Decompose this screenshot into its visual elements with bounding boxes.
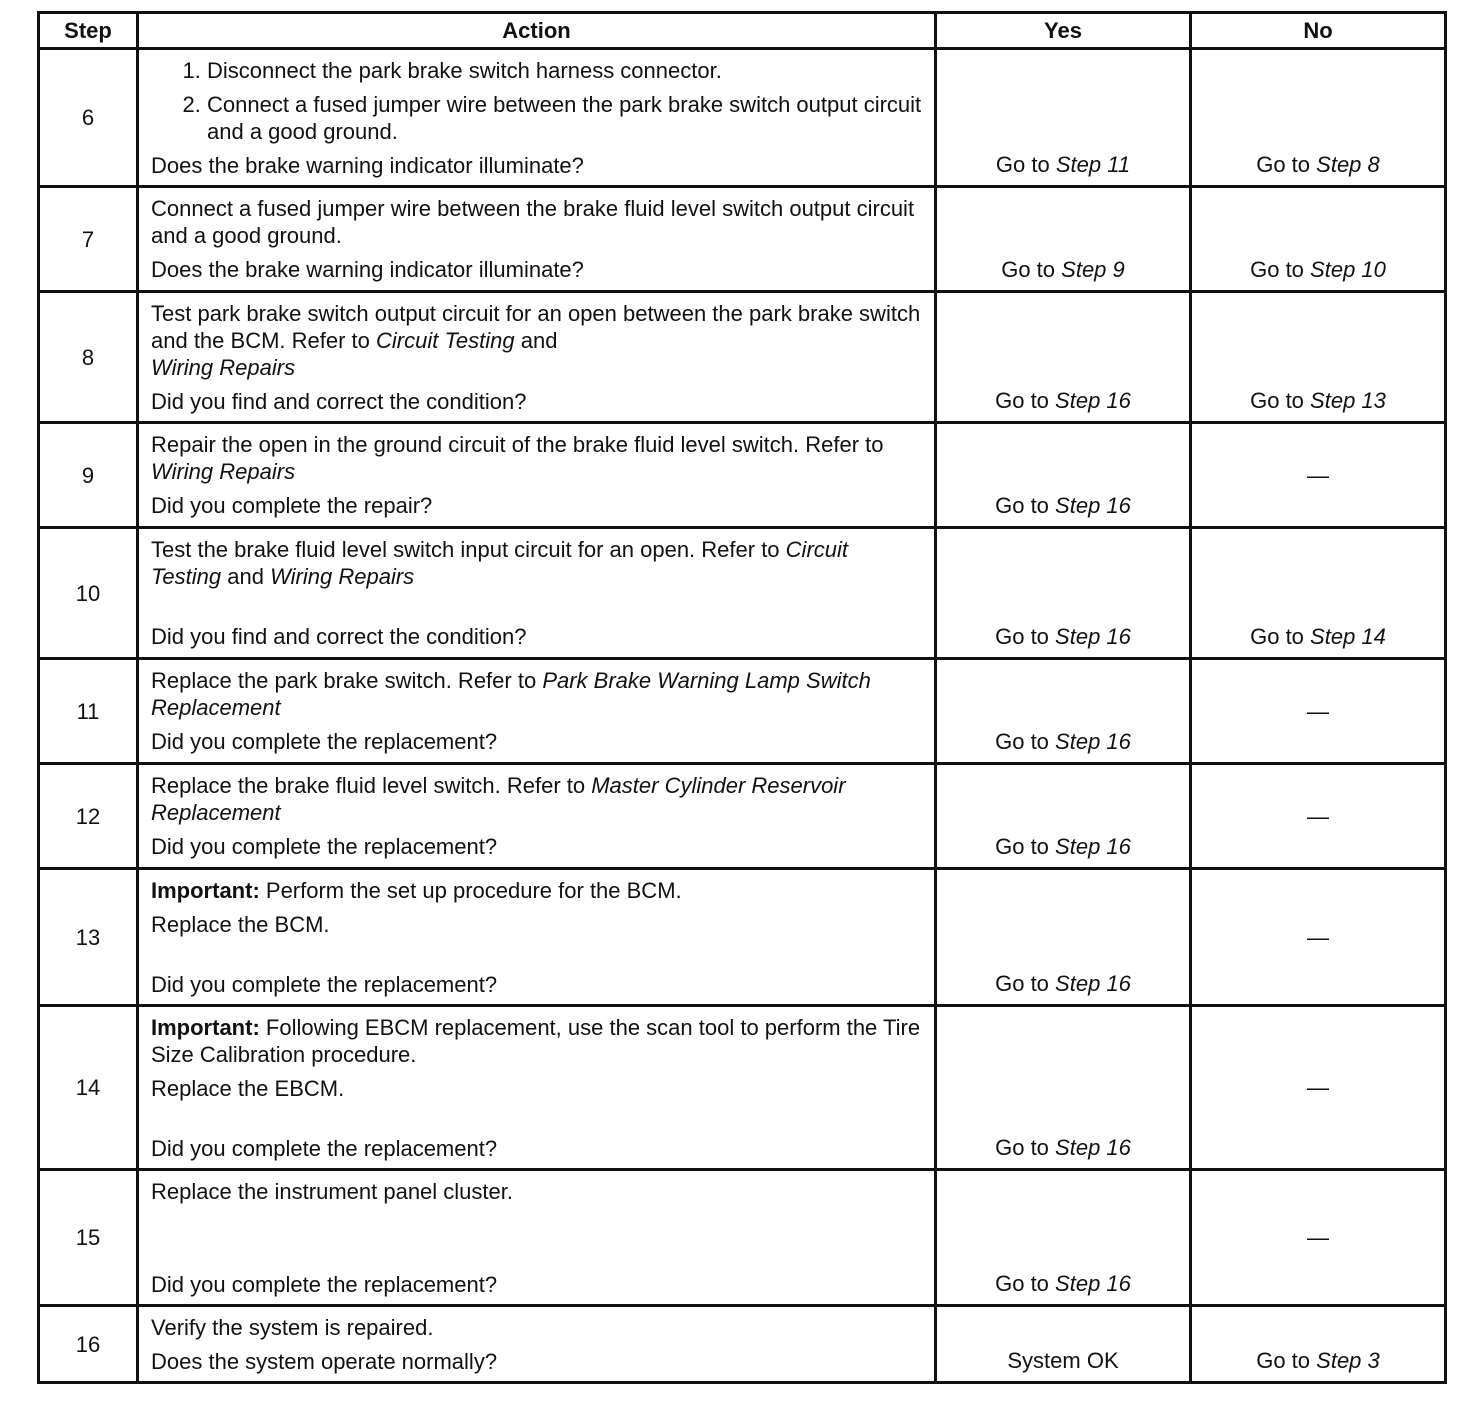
step-number: 12 xyxy=(39,764,138,869)
action-cell xyxy=(138,292,936,423)
step-number: 8 xyxy=(39,292,138,423)
go-to-label: Go to xyxy=(995,1271,1049,1296)
no-step-link: Step 8 xyxy=(1316,152,1380,177)
action-text xyxy=(151,667,924,721)
no-cell xyxy=(1191,49,1446,187)
yes-cell xyxy=(936,1006,1191,1170)
action-text: Replace the instrument panel cluster. xyxy=(151,1179,513,1204)
action-question: Did you complete the replacement? xyxy=(151,729,498,754)
go-to-label: Go to xyxy=(995,1135,1049,1160)
no-cell xyxy=(1191,187,1446,292)
dash-placeholder: — xyxy=(1307,1075,1329,1100)
go-to-label: Go to xyxy=(1250,624,1304,649)
header-yes: Yes xyxy=(936,13,1191,49)
no-cell xyxy=(1191,1006,1446,1170)
action-cell xyxy=(138,1006,936,1170)
go-to-label: Go to xyxy=(1256,152,1311,177)
action-text xyxy=(151,300,924,381)
go-to-label: Go to xyxy=(995,152,1050,177)
no-cell xyxy=(1191,528,1446,659)
spacer xyxy=(151,1102,924,1128)
go-to-label: Go to xyxy=(995,493,1049,518)
table-row xyxy=(39,423,1446,528)
go-to-label: Go to xyxy=(1250,257,1304,282)
no-cell xyxy=(1191,659,1446,764)
important-note xyxy=(151,877,924,904)
action-cell xyxy=(138,49,936,187)
action-question: Did you find and correct the condition? xyxy=(151,624,527,649)
action-cell xyxy=(138,423,936,528)
table-row xyxy=(39,1306,1446,1383)
step-number: 16 xyxy=(39,1306,138,1383)
yes-step-link: Step 16 xyxy=(1055,493,1131,518)
no-step-link: Step 13 xyxy=(1310,388,1386,413)
step-number: 13 xyxy=(39,869,138,1006)
go-to-label: Go to xyxy=(1256,1348,1311,1373)
yes-step-link: Step 16 xyxy=(1055,1271,1131,1296)
spacer xyxy=(151,938,924,964)
diagnostic-table-document xyxy=(37,11,1444,1384)
yes-cell xyxy=(936,764,1191,869)
yes-cell xyxy=(936,528,1191,659)
action-list xyxy=(151,57,924,145)
action-cell xyxy=(138,869,936,1006)
important-label: Important: xyxy=(151,1015,260,1040)
action-text: Verify the system is repaired. xyxy=(151,1315,434,1340)
yes-step-link: Step 16 xyxy=(1055,1135,1131,1160)
spacer xyxy=(151,590,924,616)
dash-placeholder: — xyxy=(1307,462,1329,488)
action-question: Does the system operate normally? xyxy=(151,1349,498,1374)
action-cell xyxy=(138,1170,936,1306)
table-row xyxy=(39,528,1446,659)
action-text-part: Test the brake fluid level switch input circuit for an open. Refer to xyxy=(151,537,780,562)
action-cell xyxy=(138,1306,936,1383)
yes-cell xyxy=(936,659,1191,764)
step-number: 10 xyxy=(39,528,138,659)
step-number: 7 xyxy=(39,187,138,292)
action-text: Replace the BCM. xyxy=(151,912,330,937)
no-step-link: Step 10 xyxy=(1310,257,1386,282)
action-text xyxy=(151,536,924,590)
table-row xyxy=(39,1170,1446,1306)
action-question: Did you complete the repair? xyxy=(151,493,433,518)
yes-cell xyxy=(936,1306,1191,1383)
header-step: Step xyxy=(39,13,138,49)
spacer xyxy=(151,1205,924,1264)
important-note xyxy=(151,1014,924,1068)
action-question: Did you complete the replacement? xyxy=(151,1136,498,1161)
go-to-label: Go to xyxy=(1001,257,1056,282)
step-number: 9 xyxy=(39,423,138,528)
header-action: Action xyxy=(138,13,936,49)
yes-step-link: Step 16 xyxy=(1055,729,1131,754)
table-row xyxy=(39,1006,1446,1170)
no-cell xyxy=(1191,292,1446,423)
dash-placeholder: — xyxy=(1307,924,1329,950)
yes-step-link: Step 11 xyxy=(1055,152,1131,177)
action-text-part: Repair the open in the ground circuit of the brake fluid level switch. Refer to xyxy=(151,432,884,457)
step-number: 6 xyxy=(39,49,138,187)
go-to-label: Go to xyxy=(995,834,1049,859)
no-cell xyxy=(1191,764,1446,869)
ref-link: Circuit Testing xyxy=(151,537,849,589)
table-row xyxy=(39,49,1446,187)
yes-step-link: Step 16 xyxy=(1055,624,1131,649)
action-cell xyxy=(138,764,936,869)
yes-cell xyxy=(936,292,1191,423)
yes-step-link: Step 16 xyxy=(1055,388,1131,413)
yes-cell xyxy=(936,49,1191,187)
table-header-row xyxy=(39,13,1446,49)
go-to-label: Go to xyxy=(1250,388,1304,413)
ref-link: Wiring Repairs xyxy=(270,564,415,589)
header-no: No xyxy=(1191,13,1446,49)
action-question: Does the brake warning indicator illuminate? xyxy=(151,257,584,282)
system-ok-text: System OK xyxy=(1007,1348,1119,1373)
no-cell xyxy=(1191,423,1446,528)
diagnostic-steps-table xyxy=(37,11,1447,1384)
no-cell xyxy=(1191,1170,1446,1306)
action-text-part: Test park brake switch output circuit for an open between the park brake switch and the BCM. Refer to xyxy=(151,301,921,353)
ref-link: Circuit Testing xyxy=(376,328,515,353)
step-number: 15 xyxy=(39,1170,138,1306)
action-question: Did you complete the replacement? xyxy=(151,972,498,997)
table-row xyxy=(39,869,1446,1006)
action-question: Did you complete the replacement? xyxy=(151,1272,498,1297)
action-question: Did you complete the replacement? xyxy=(151,834,498,859)
yes-step-link: Step 16 xyxy=(1055,971,1131,996)
ref-link: Wiring Repairs xyxy=(151,459,296,484)
ref-link: Park Brake Warning Lamp Switch Replacement xyxy=(151,668,871,720)
step-number: 11 xyxy=(39,659,138,764)
dash-placeholder: — xyxy=(1307,803,1329,829)
go-to-label: Go to xyxy=(995,729,1049,754)
ref-link: Wiring Repairs xyxy=(151,355,296,380)
step-number: 14 xyxy=(39,1006,138,1170)
go-to-label: Go to xyxy=(995,624,1049,649)
yes-cell xyxy=(936,423,1191,528)
no-cell xyxy=(1191,1306,1446,1383)
action-cell xyxy=(138,659,936,764)
go-to-label: Go to xyxy=(995,388,1049,413)
no-step-link: Step 14 xyxy=(1310,624,1386,649)
yes-step-link: Step 9 xyxy=(1061,257,1125,282)
yes-cell xyxy=(936,1170,1191,1306)
action-text: Replace the EBCM. xyxy=(151,1076,345,1101)
important-text: Following EBCM replacement, use the scan tool to perform the Tire Size Calibration procedure. xyxy=(151,1015,921,1067)
list-item: 2. Connect a fused jumper wire between the park brake switch output circuit and a good ground. xyxy=(207,91,924,145)
yes-step-link: Step 16 xyxy=(1055,834,1131,859)
list-item: 1. Disconnect the park brake switch harness connector. xyxy=(207,57,924,84)
go-to-label: Go to xyxy=(995,971,1049,996)
action-cell xyxy=(138,528,936,659)
table-row xyxy=(39,659,1446,764)
action-question: Does the brake warning indicator illuminate? xyxy=(151,153,584,178)
no-cell xyxy=(1191,869,1446,1006)
table-row xyxy=(39,764,1446,869)
table-row xyxy=(39,292,1446,423)
action-text xyxy=(151,772,924,826)
action-text xyxy=(151,431,924,485)
action-text-part: Replace the park brake switch. Refer to xyxy=(151,668,537,693)
action-text-part: Replace the brake fluid level switch. Refer to xyxy=(151,773,586,798)
action-question: Did you find and correct the condition? xyxy=(151,389,527,414)
table-row xyxy=(39,187,1446,292)
ref-link: Master Cylinder Reservoir Replacement xyxy=(151,773,846,825)
no-step-link: Step 3 xyxy=(1316,1348,1380,1373)
and-text: and xyxy=(520,328,558,353)
yes-cell xyxy=(936,187,1191,292)
action-text: Connect a fused jumper wire between the brake fluid level switch output circuit and a good ground. xyxy=(151,196,915,248)
dash-placeholder: — xyxy=(1307,698,1329,724)
dash-placeholder: — xyxy=(1307,1225,1329,1250)
yes-cell xyxy=(936,869,1191,1006)
important-label: Important: xyxy=(151,878,260,903)
important-text: Perform the set up procedure for the BCM. xyxy=(265,878,682,903)
action-cell xyxy=(138,187,936,292)
and-text: and xyxy=(227,564,264,589)
